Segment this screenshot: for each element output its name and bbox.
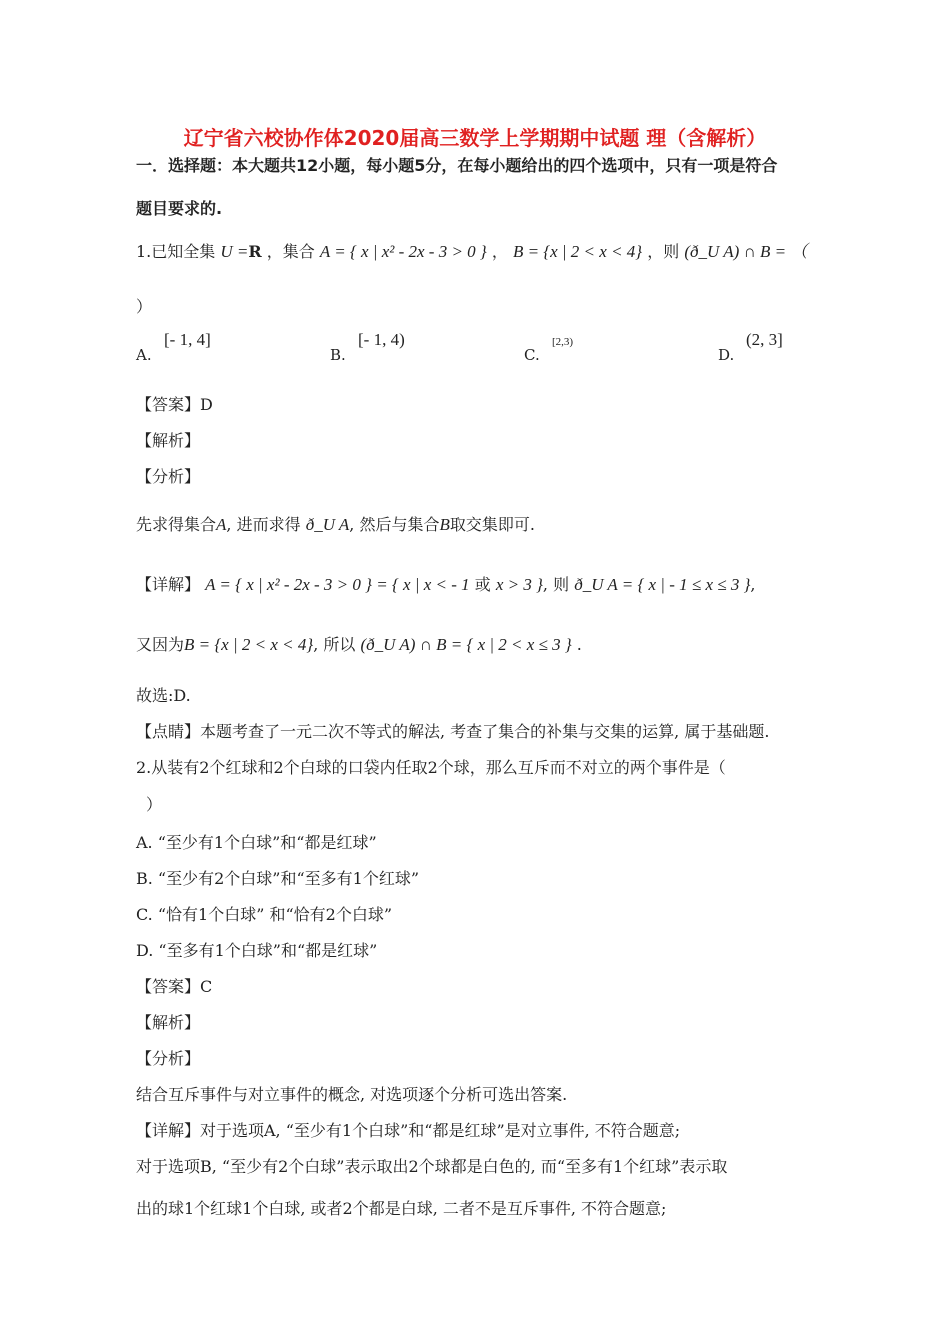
q1-option-a-value: [- 1, 4]	[164, 330, 211, 349]
q1-again-end: .	[576, 635, 582, 654]
q1-close-paren: ）	[136, 297, 153, 316]
q1-option-b-label: B.	[330, 346, 346, 364]
q1-fenxi-text-3: , 然后与集合	[349, 515, 440, 534]
q1-fenxi-tag: 【分析】	[136, 467, 201, 486]
section-heading-line2: 题目要求的.	[136, 199, 223, 218]
q1-option-b-value: [- 1, 4)	[358, 330, 405, 349]
q1-setB: B = {x | 2 < x < 4}	[512, 242, 643, 261]
q2-fenxi-tag: 【分析】	[136, 1049, 201, 1068]
section-heading-line1: 一．选择题：本大题共12小题，每小题5分，在每小题给出的四个选项中，只有一项是符合	[136, 156, 778, 175]
q1-option-c-label: C.	[524, 346, 540, 364]
q2-detail-1: 【详解】对于选项A, “至少有1个白球”和“都是红球”是对立事件, 不符合题意;	[136, 1121, 681, 1140]
q1-analysis-tag: 【解析】	[136, 431, 201, 450]
q1-universe-set: R	[248, 242, 262, 261]
q1-again-prefix: 又因为	[136, 635, 185, 654]
q1-then-word: ，则	[647, 242, 680, 261]
q1-set-word: ，集合	[266, 242, 315, 261]
q1-comment: 【点睛】本题考查了一元二次不等式的解法, 考查了集合的补集与交集的运算, 属于基础题.	[136, 722, 770, 741]
document-title: 辽宁省六校协作体2020届高三数学上学期期中试题 理（含解析）	[183, 126, 767, 150]
q1-again-so: , 所以	[313, 635, 356, 654]
q1-again-math-2: (ð_U A) ∩ B = { x | 2 < x ≤ 3 }	[360, 635, 572, 654]
q1-option-d-value: (2, 3]	[746, 330, 783, 349]
q1-detail-end: ,	[750, 575, 756, 594]
q1-answer: 【答案】D	[136, 395, 213, 414]
q1-fenxi-b: B	[439, 515, 450, 534]
q2-stem: 2.从装有2个红球和2个白球的口袋内任取2个球，那么互斥而不对立的两个事件是（	[136, 758, 726, 777]
q1-stem-prefix: 1.已知全集	[136, 242, 216, 261]
q1-choose: 故选:D.	[136, 686, 191, 705]
q1-expression: (ð_U A) ∩ B = （	[684, 242, 808, 261]
q2-option-d: D. “至多有1个白球”和“都是红球”	[136, 941, 378, 960]
q1-universe-math: U =	[220, 242, 249, 261]
q2-detail-3: 出的球1个红球1个白球, 或者2个都是白球, 二者不是互斥事件, 不符合题意;	[136, 1199, 667, 1218]
q1-detail-or: 或	[474, 575, 491, 594]
q1-again-math-1: B = {x | 2 < x < 4}	[184, 635, 314, 654]
q1-option-a-label: A.	[136, 346, 152, 364]
q1-detail-tag: 【详解】	[136, 575, 201, 594]
q1-detail-math-3: ð_U A = { x | - 1 ≤ x ≤ 3 }	[574, 575, 751, 594]
q1-sep: ，	[491, 242, 508, 261]
q2-answer: 【答案】C	[136, 977, 213, 996]
q1-option-c-value: [2,3)	[552, 336, 574, 348]
q2-analysis-tag: 【解析】	[136, 1013, 201, 1032]
q1-fenxi-text-4: 取交集即可.	[449, 515, 535, 534]
q2-option-c: C. “恰有1个白球” 和“恰有2个白球”	[136, 905, 393, 924]
q1-detail-then: , 则	[542, 575, 570, 594]
q1-option-d-label: D.	[718, 346, 735, 364]
q2-option-a: A. “至少有1个白球”和“都是红球”	[136, 833, 377, 852]
q1-detail-math-1: A = { x | x² - 2x - 3 > 0 } = { x | x < - 1	[205, 575, 470, 594]
q1-fenxi-text-1: 先求得集合	[136, 515, 217, 534]
q1-setA: A = { x | x² - 2x - 3 > 0 }	[319, 242, 487, 261]
q1-again-line	[136, 632, 582, 655]
q2-fenxi-text: 结合互斥事件与对立事件的概念, 对选项逐个分析可选出答案.	[136, 1085, 568, 1104]
q2-close-paren: ）	[146, 795, 163, 814]
q1-detail-line	[136, 572, 755, 595]
q1-detail-math-2: x > 3 }	[495, 575, 543, 594]
q1-fenxi-text-2: , 进而求得	[226, 515, 301, 534]
q2-option-b: B. “至少有2个白球”和“至多有1个红球”	[136, 869, 420, 888]
q1-fenxi-complement: ð_U A	[305, 515, 350, 534]
q1-fenxi-text	[136, 512, 535, 535]
q2-detail-2: 对于选项B, “至少有2个白球”表示取出2个球都是白色的, 而“至多有1个红球”表示取	[136, 1157, 728, 1176]
q1-stem	[136, 237, 807, 262]
q1-fenxi-a: A	[216, 515, 227, 534]
